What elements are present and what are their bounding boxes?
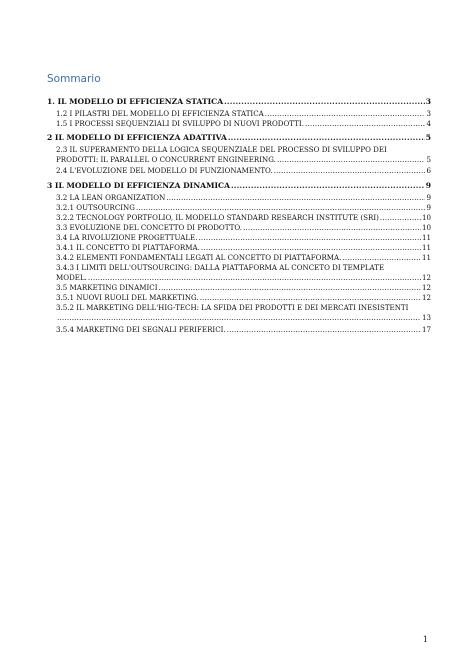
toc-entry-page: 12 — [421, 273, 431, 282]
toc-entry-label: 3.4.3 I LIMITI DELL'OUTSOURCING: DALLA PIATTAFORMA AL CONCETO DI TEMPLATE — [56, 263, 385, 272]
toc-entry-label: 3.5.1 NUOVI RUOLI DEL MARKETING. — [56, 293, 199, 302]
leader-dots — [274, 166, 426, 176]
toc-entry-page: 10 — [421, 223, 431, 232]
leader-dots — [380, 213, 421, 223]
toc-entry[interactable] — [56, 293, 431, 303]
toc-entry-page: 9 — [426, 193, 431, 202]
toc-entry-page: 6 — [426, 166, 431, 175]
leader-dots — [305, 119, 426, 129]
toc-entry[interactable] — [47, 97, 431, 107]
toc-entry-page: 11 — [421, 243, 431, 252]
toc-entry-label-continued: PRODOTTI: IL PARALLEL O CONCURRENT ENGINEERING. — [56, 155, 276, 164]
toc-entry-label: 3.2 LA LEAN ORGANIZATION — [56, 193, 166, 202]
leader-dots — [136, 203, 426, 213]
toc-entry[interactable] — [56, 273, 431, 283]
toc-entry[interactable] — [56, 193, 431, 203]
toc-entry-page: 9 — [426, 203, 431, 212]
toc-entry-page: 12 — [421, 283, 431, 292]
toc-heading: Sommario — [47, 73, 101, 85]
toc-entry-label: 3.3 EVOLUZIONE DEL CONCETTO DI PRODOTTO. — [56, 223, 242, 232]
page-number: 1 — [422, 635, 428, 644]
toc-entry-page: 10 — [421, 213, 431, 222]
toc-entry-label: 1. IL MODELLO DI EFFICIENZA STATICA — [47, 97, 224, 106]
toc-entry-label: 3.2.2 TECNOLOGY PORTFOLIO, IL MODELLO STANDARD RESEARCH INSTITUTE (SRI) — [56, 213, 379, 222]
toc-entry[interactable] — [56, 325, 431, 335]
toc-entry[interactable] — [56, 253, 431, 263]
leader-dots — [200, 293, 421, 303]
toc-entry-label: 3.5.4 MARKETING DEI SEGNALI PERIFERICI. — [56, 325, 226, 334]
toc-entry-page: 9 — [425, 181, 431, 190]
toc-entry[interactable] — [47, 181, 431, 191]
leader-dots — [342, 253, 421, 263]
leader-dots — [227, 325, 421, 335]
toc-entry-page: 5 — [426, 155, 431, 164]
toc-entry-label: 3.2.1 OUTSOURCING — [56, 203, 135, 212]
leader-dots — [228, 133, 425, 143]
toc-entry[interactable] — [56, 109, 431, 119]
toc-entry-label: 3 IL MODELLO DI EFFICIENZA DINAMICA — [47, 181, 230, 190]
toc-entry-label: 3.4.1 IL CONCETTO DI PIATTAFORMA. — [56, 243, 200, 252]
leader-dots — [201, 243, 421, 253]
toc-entry-page: 11 — [421, 253, 431, 262]
toc-entry-page: 11 — [421, 233, 431, 242]
leader-dots — [243, 223, 421, 233]
toc-entry[interactable] — [56, 155, 431, 165]
leader-dots — [277, 155, 426, 165]
leader-dots — [159, 283, 421, 293]
leader-dots — [166, 193, 425, 203]
toc-entry[interactable] — [47, 133, 431, 143]
leader-dots — [231, 181, 425, 191]
toc-entry-label: 3.4 LA RIVOLUZIONE PROGETTUALE. — [56, 233, 198, 242]
toc-entry[interactable] — [56, 119, 431, 129]
toc-entry[interactable] — [56, 283, 431, 293]
toc-entry-page: 12 — [421, 293, 431, 302]
toc-entry-page: 5 — [425, 133, 431, 142]
toc-entry-label: 2.4 L'EVOLUZIONE DEL MODELLO DI FUNZIONAMENTO. — [56, 166, 273, 175]
toc-entry-page: 3 — [426, 109, 431, 118]
toc-entry[interactable] — [56, 166, 431, 176]
toc-entry[interactable] — [56, 213, 431, 223]
toc-entry[interactable] — [56, 223, 431, 233]
toc-entry-page: 13 — [421, 313, 431, 322]
toc-entry[interactable] — [56, 243, 431, 253]
leader-dots — [224, 97, 425, 107]
toc-entry-label: 2.3 IL SUPERAMENTO DELLA LOGICA SEQUENZIALE DEL PROCESSO DI SVILUPPO DEI — [56, 145, 387, 154]
toc-entry-label: 1.2 I PILASTRI DEL MODELLO DI EFFICIENZA STATICA — [56, 109, 264, 118]
toc-entry[interactable] — [56, 233, 431, 243]
toc-entry-label: 3.4.2 ELEMENTI FONDAMENTALI LEGATI AL CONCETTO DI PIATTAFORMA. — [56, 253, 342, 262]
leader-dots — [57, 313, 421, 323]
toc-entry-page: 3 — [425, 97, 431, 106]
toc-entry-label: 3.5 MARKETING DINAMICI — [56, 283, 158, 292]
toc-entry-label: 2 IL MODELLO DI EFFICIENZA ADATTIVA — [47, 133, 227, 142]
toc-entry-label: 1.5 I PROCESSI SEQUENZIALI DI SVILUPPO DI NUOVI PRODOTTI. — [56, 119, 304, 128]
toc-entry[interactable] — [56, 313, 431, 323]
toc-entry-page: 17 — [421, 325, 431, 334]
leader-dots — [88, 273, 421, 283]
leader-dots — [265, 109, 426, 119]
toc-entry-page: 4 — [426, 119, 431, 128]
toc-entry-label-continued: MODEL. — [56, 273, 87, 282]
toc-entry[interactable] — [56, 203, 431, 213]
toc-entry-label: 3.5.2 IL MARKETING DELL'HIG-TECH: LA SFIDA DEI PRODOTTI E DEI MERCATI INESISTENTI — [56, 303, 409, 312]
leader-dots — [198, 233, 421, 243]
